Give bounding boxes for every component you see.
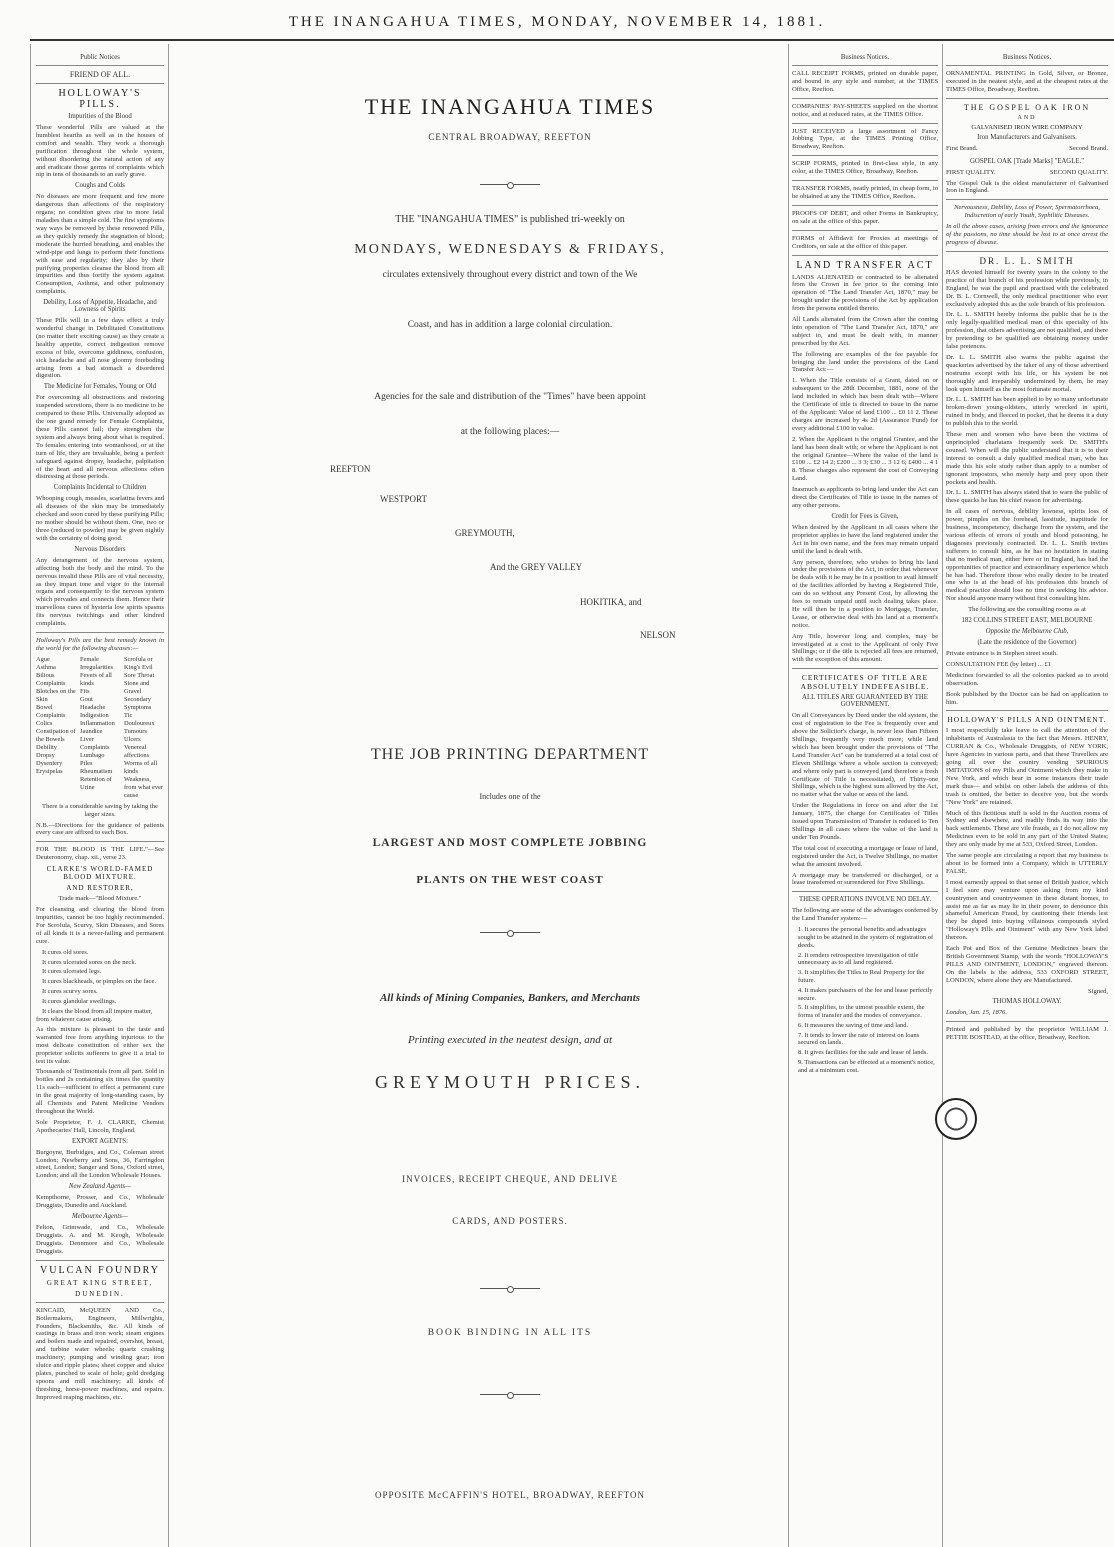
subhead: Impurities of the Blood — [68, 113, 132, 120]
disease-item: Asthma — [36, 663, 56, 671]
published-line: THE "INANGAHUA TIMES" is published tri-weekly on — [395, 214, 625, 225]
divider — [946, 98, 1108, 99]
brand-label: First Brand. — [946, 144, 978, 152]
divider — [792, 155, 938, 156]
notice: TRANSFER FORMS, neatly printed, in cheap form, to be obtained at any the TIMES Office, Reefton. — [792, 185, 938, 200]
advantage-item: 1. It secures the personal benefits and advantages sought to be attained in the system of registration of deeds. — [798, 926, 934, 949]
paragraph: Private entrance is in Stephen street south. — [946, 650, 1058, 658]
subhead: New Zealand Agents— — [68, 1183, 132, 1191]
paragraph: Any person, therefore, who wishes to bring his land under the provisions of the Act, in order that whenever he deals with it he may be in a position to avail himself of the facilities afforded by having a Registered Title, can do so without any Present Cost, by allowing the fees to remain unpaid until such dealing takes place. He will then be in a position to Mortgage, Transfer, Lease, or otherwise deal with his land at a moment's notice. — [792, 558, 938, 629]
paragraph: Inasmuch as applicants to bring land under the Act can direct the Certificates of Title to issue in the names of any other persons. — [792, 486, 938, 509]
subhead: THESE OPERATIONS INVOLVE NO DELAY. — [798, 896, 932, 904]
job-dept-line: Includes one of the — [479, 792, 541, 801]
paragraph: HAS devoted himself for twenty years in the colony to the practice of that branch of his profession while previously, in England, he was the pupil and practised with the celebrated Dr. B. L. Cornwell, the only medical practitioner who ever exclusively adopted this as the sole branch of his profession. — [946, 268, 1108, 308]
paragraph: The following are examples of the fee payable for bringing the land under the provisions of the Land Transfer Act:— — [792, 350, 938, 374]
blood-title: FOR THE BLOOD IS THE LIFE."—See Deuteronomy, chap. xii., verse 23. — [36, 846, 164, 862]
cure-item: It cures ulcerated sores on the neck. — [42, 958, 137, 966]
signer: THOMAS HOLLOWAY. — [992, 998, 1062, 1006]
subhead: The Medicine for Females, Young or Old — [43, 383, 157, 391]
agents: Burgoyne, Burbidges, and Co., Coleman street London; Newberry and Sons, 36, Farringdon street, London; Sanger and Sons, Oxford street, London; and all the London Wholesale Houses. — [36, 1148, 164, 1180]
divider — [792, 205, 938, 206]
section-label: Business Notices. — [840, 54, 890, 61]
masthead: THE INANGAHUA TIMES, MONDAY, NOVEMBER 14, 1881. — [288, 14, 826, 30]
cure-item: It cures glandular swellings. — [42, 998, 117, 1006]
divider — [792, 65, 938, 66]
invoices-line: INVOICES, RECEIPT CHEQUE, AND DELIVE — [402, 1174, 618, 1184]
column-rule — [788, 44, 789, 1547]
divider — [36, 632, 164, 633]
paragraph: I most respectfully take leave to call the attention of the inhabitants of Australasia to the fact that Messrs. HENRY, CURRAN & Co., Wholesale Druggists, of NEW YORK, have Agencies in various parts, and that these Travellers are going all over the country vending SPURIOUS IMITATIONS of my Pills and Ointment which they make in New York, and which bear in some instances their trade mark thus— and whilst on other labels the address of this trash is omitted, the better to deceive you, but the words "New York" are retained. — [946, 727, 1108, 806]
brand-label: Second Brand. — [1069, 144, 1108, 152]
disease-item: Jaundice — [80, 727, 103, 735]
business-column-2 — [946, 44, 1108, 1544]
agencies-line: at the following places:— — [460, 427, 560, 437]
paragraph: In all cases of nervous, debility lowness, spirits loss of power, pimples on the forehead, lassitude, inaptitude for business, incompetency, discharge from the system, and the various effects of errors of youth and blood poisoning, he diagnoses previously contracted. Dr. L. L. Smith invites sufferers to consult him, as he has no hesitation in stating that no medical man, either here or in England, has had the opportunities of practice and extraordinary experience which he has had. Therefore those who really desire to be treated one who is at the head of his profession this branch of medical practice should lose no time in seeking his advice. Nor should anyone marry without first consulting him. — [946, 508, 1108, 603]
advantage-item: 6. It measures the saving of time and land. — [798, 1021, 909, 1029]
disease-item: Stone and Gravel — [124, 679, 150, 695]
paragraph: The total cost of executing a mortgage or lease of land, registered under the Act, is Twelve Shillings, no matter what the amount involved. — [792, 844, 938, 868]
paragraph: Dr. L. L. SMITH hereby informs the public that he is the only legally-qualified medical man of this specialty of his profession, that others advertising are not qualified, and there by pretending to be qualified are obtaining money under false pretences. — [946, 311, 1108, 351]
agency-place: And the GREY VALLEY — [490, 562, 583, 572]
paragraph: These men and women who have been the victims of unprincipled charlatans frequently seek Dr. SMITH's counsel. When will the public understand that it is to their interest to consult a duly qualified medical man, who has made this his sole study rather than apply to a number of ignorant impostors, who merely harp and prey upon their pockets and health. — [946, 431, 1108, 486]
remedy-intro: Holloway's Pills are the best remedy known in the world for the following diseases:— — [36, 636, 164, 652]
agency-place: WESTPORT — [380, 494, 427, 504]
divider — [946, 1021, 1108, 1022]
disease-item: Blotches on the Skin — [36, 687, 76, 703]
disease-item: Ague — [36, 655, 50, 663]
nervousness-line: Nervousness, Debility, Loss of Power, Spermatorrhoea, Indiscretion of early Youth, Syphilitic Diseases. — [954, 204, 1100, 220]
divider — [946, 65, 1108, 66]
largest-line: LARGEST AND MOST COMPLETE JOBBING — [372, 837, 648, 849]
divider — [792, 891, 938, 892]
job-dept-title: THE JOB PRINTING DEPARTMENT — [370, 746, 650, 763]
notice: SCRIP FORMS, printed in first-class style, in any color, at the TIMES Office, Broadway, Reefton. — [792, 160, 938, 176]
doctor-late: (Late the residence of the Governor) — [977, 639, 1077, 647]
paragraph: 2. When the Applicant is the original Grantee, and the land has been dealt with; or where the Applicant is not the original Grantee—Where the value of the land is £100 ... £2 14 2; £200 ... 3 3; £30 ... 3 12 6; £400 ... 4 1 8. These charges also represent the cost of Conveying Land. — [792, 435, 938, 483]
subhead: Nervous Disorders — [74, 545, 126, 553]
subhead: Coughs and Colds — [75, 182, 125, 190]
paragraph: Book published by the Doctor can be had on application to him. — [946, 690, 1108, 706]
disease-item: Worms of all kinds — [124, 759, 158, 775]
paper-address: CENTRAL BROADWAY, REEFTON — [428, 132, 592, 142]
paragraph: KINCAID, McQUEEN AND Co., Boilermakers, Engineers, Millwrights, Founders, Blacksmiths, &c. All kinds of castings in brass and iron work; steam engines and boilers made and repaired, overshot, breast, and turbine water wheels; quartz crushing machinery; pumping and winding gear; iron sluice and ripple plates; sheet copper and sluice plates, punched to scale of hole; gold dredging spoons and mill machinery; all kinds of threshing, horse-power machines, and repairs. Improved reaping machines, etc. — [36, 1306, 164, 1401]
paragraph: These wonderful Pills are valued at the humblest hearths as well as in the houses of comfort and wealth. They work a thorough purification throughout the whole system, without disordering the natural action of any and eradicate those germs of complaints which nip in tens of thousands to an early grave. — [36, 124, 164, 179]
divider — [36, 83, 164, 84]
divider — [946, 710, 1108, 711]
disease-item: Lumbago — [80, 751, 105, 759]
vulcan-title: VULCAN FOUNDRY — [40, 1264, 160, 1276]
rooms-line: The following are the consulting rooms as at — [968, 606, 1086, 614]
divider — [946, 251, 1108, 252]
divider — [36, 65, 164, 66]
paragraph: Dr. L. L. SMITH has always stated that to warn the public of these quacks he has his chief reason for advertising. — [946, 489, 1108, 505]
vulcan-city: DUNEDIN. — [75, 1289, 125, 1298]
vulcan-address: GREAT KING STREET, — [46, 1278, 154, 1287]
column-rule — [168, 44, 169, 1547]
quality-row — [946, 169, 1108, 180]
disease-item: Headache — [80, 703, 106, 711]
center-column — [290, 44, 730, 1544]
ornament-divider — [480, 184, 540, 185]
doctor-opposite: Opposite the Melbourne Club, — [985, 628, 1069, 636]
disease-item: Gout — [80, 695, 93, 703]
advantage-item: 7. It tends to lower the rate of interest on loans secured on lands. — [798, 1031, 920, 1047]
clarke-title: CLARKE'S WORLD-FAMED BLOOD MIXTURE. — [46, 865, 154, 882]
binding-line: BOOK BINDING IN ALL ITS — [427, 1328, 593, 1338]
paragraph: Medicines forwarded to all the colonies packed as to avoid observation. — [946, 671, 1108, 687]
agency-place: HOKITIKA, and — [580, 597, 642, 607]
restorer-title: AND RESTORER, — [66, 884, 134, 893]
notice: JUST RECEIVED a large assortment of Fancy Jobbing Type, at the TIMES Printing Office, Broadway, Reefton. — [792, 127, 938, 151]
masthead-rule — [30, 39, 1114, 41]
notice: PROOFS OF DEBT, and other Forms in Bankruptcy, on sale at the office of this paper. — [792, 209, 938, 225]
disease-item: Female Irregularities — [80, 655, 114, 671]
advantage-item: 5. It simplifies, to the utmost possible extent, the forms of transfer and the modes of conveyance. — [798, 1004, 925, 1020]
disease-item: Venereal affections — [124, 743, 150, 759]
subhead: Iron Manufacturers and Galvanisers. — [977, 133, 1077, 141]
divider — [792, 180, 938, 181]
advantage-item: 9. Transactions can be effected at a moment's notice, and at a minimum cost. — [798, 1059, 935, 1074]
notice: The Gospel Oak is the oldest manufacturer of Galvanised Iron in England. — [946, 179, 1108, 195]
agencies-line: Agencies for the sale and distribution of the "Times" have been appoint — [374, 392, 646, 402]
trade-mark-seal — [935, 1098, 977, 1140]
paragraph: Any Title, however long and complex, may be investigated at a cost to the Applicant of only Five Shillings; or if the title is rejected all fees are returned, with the exception of this amount. — [792, 632, 938, 664]
advantage-item: 4. It makes purchasers of the fee and lease perfectly secure. — [798, 986, 933, 1002]
ornament-divider — [480, 1394, 540, 1395]
saving-note: There is a considerable saving by taking the larger sizes. — [42, 802, 158, 818]
column-rule — [30, 44, 31, 1547]
quality-label: FIRST QUALITY. — [946, 168, 996, 176]
ornament-divider — [480, 1288, 540, 1289]
agency-place: GREYMOUTH, — [455, 528, 515, 538]
paragraph: I most earnestly appeal to that sense of British justice, which I feel sure may venture upon asking from my kind countrymen and countrywomen in these distant homes, to assist me as far as may lie in their power, to denounce this shameful American Fraud, by cautioning their friends lest they be duped into buying villainous compounds styled "Holloway's Pills and Ointment" with any New York label thereon. — [946, 878, 1108, 942]
galvanised-title: GALVANISED IRON WIRE COMPANY — [971, 123, 1083, 131]
trade-marks: GOSPEL OAK [Trade Marks] "EAGLE." — [970, 157, 1084, 165]
paragraph: Whooping cough, measles, scarlatina fevers and all diseases of the skin may be immediately checked and soon cured by these purifying Pills; no mother should be without them. One, two or three (reduced to powder) may be given nightly with the certainty of doing good. — [36, 495, 164, 542]
cure-item: It clears the blood from all impure matter, from whatever cause arising. — [36, 1008, 153, 1023]
opposite-line: OPPOSITE McCAFFIN'S HOTEL, BROADWAY, REEFTON — [375, 1490, 645, 1500]
subhead: EXPORT AGENTS: — [72, 1137, 128, 1145]
agents: Felton, Grimwade, and Co., Wholesale Druggists. A. and M. Keogh, Wholesale Druggists. Dennmore and Co., Wholesale Druggists. — [36, 1224, 164, 1255]
disease-item: Liver Complaints — [80, 735, 110, 751]
quality-label: SECOND QUALITY. — [1049, 168, 1108, 176]
paragraph: These Pills will in a few days effect a truly wonderful change in Debilitated Constitutions (no matter their exciting cause) as they create a healthy appetite, correct indigestion remove excess of bile, overcome giddiness, confusion, sick headache and all nose gloomy foreboding arising from a bad stomach a disordered digestion. — [36, 317, 164, 380]
brand-row — [946, 145, 1108, 156]
paragraph: For cleansing and clearing the blood from impurities, cannot be too highly recommended. For Scrofula, Scurvy, Skin Diseases, and Sores of all kinds it is a never-failing and permanent cure. — [36, 906, 164, 945]
disease-item: Erysipelas — [36, 767, 63, 775]
paragraph: 1. When the Title consists of a Grant, dated on or subsequent to the 28th December, 1881, none of the land included in which has been dealt with—Where the Certificate of title is directed to issue in the name of the Applicant: Value of land £100 ... £0 11 2. These charges are increased by 4s 2d (Assurance Fund) for every additional £100 in value. — [792, 377, 938, 432]
paper-title: THE INANGAHUA TIMES — [364, 94, 656, 119]
disease-item: Tic Douloureux — [124, 711, 155, 727]
plants-line: PLANTS ON THE WEST COAST — [416, 874, 604, 886]
left-column — [36, 44, 164, 1544]
section-label: Public Notices — [80, 54, 120, 61]
proprietor: Sole Proprietor, F. J. CLARKE, Chemist Apothecaries' Hall, Lincoln, England. — [36, 1118, 164, 1134]
divider — [36, 1302, 164, 1303]
holloway-title: HOLLOWAY'S PILLS. — [58, 88, 142, 110]
disease-item: Indigestion — [80, 711, 109, 719]
divider — [792, 230, 938, 231]
subhead: ALL TITLES ARE GUARANTEED BY THE GOVERNMENT. — [802, 694, 928, 709]
notice: ORNAMENTAL PRINTING in Gold, Silver, or Bronze, executed in the neatest style, and at the cheapest rates at the TIMES Office, Broadway, Reefton. — [946, 70, 1108, 93]
publication-days: MONDAYS, WEDNESDAYS & FRIDAYS, — [354, 242, 666, 257]
signed: Signed, — [1088, 987, 1108, 995]
disease-list — [36, 656, 164, 800]
certificates-title: CERTIFICATES OF TITLE ARE ABSOLUTELY INDEFEASIBLE. — [800, 673, 930, 692]
paragraph: The same people are circulating a report that my business is about to be formed into a Company, which is UTTERLY FALSE. — [946, 852, 1108, 875]
disease-item: Constipation of the Bowels — [36, 727, 76, 743]
divider — [946, 199, 1108, 200]
paragraph: Any derangement of the nervous system, affecting both the body and the mind. To the nervous invalid these Pills are of vital necessity, as they impart tone and vigor to the internal organs and consequently to the nervous system which pervades and connects them. Hence their marvellous cures of hysteria low spirits spasms fits nervous twitchings and other kindred complaints. — [36, 556, 164, 628]
business-column-1 — [792, 44, 938, 1544]
land-transfer-title: LAND TRANSFER ACT — [796, 259, 934, 271]
disease-item: Scrofula or King's Evil — [124, 655, 153, 671]
paragraph: A mortgage may be transferred or discharged, or a lease transferred or surrendered for Five Shillings. — [792, 871, 938, 887]
notice: FORMS of Affidavit for Proxies at meetings of Creditors, on sale at the office of this paper. — [792, 234, 938, 250]
advantage-item: 8. It gives facilities for the sale and lease of lands. — [798, 1049, 928, 1057]
disease-item: Sore Throat — [124, 671, 155, 679]
divider — [36, 841, 164, 842]
notice: COMPANIES' PAY-SHEETS supplied on the shortest notice, and at reduced rates, at the TIMES Office. — [792, 102, 938, 118]
disease-item: Weakness, from what ever cause — [124, 775, 164, 799]
paragraph: Thousands of Testimonials from all part. Sold in bottles and 2s containing six times the quantity 11s each—sufficient to effect a permanent cure in the great majority of long-standing cases, by all Chemists and Patent Medicine Vendors throughout the World. — [36, 1068, 164, 1115]
paragraph: Dr. L. L. SMITH has been applied to by so many unfortunate broken-down young-oldsters, utterly wrecked in spirit, ruined in body, and fleeced in pocket, that he deems it a duty to publish this to the world. — [946, 396, 1108, 428]
caution-title: HOLLOWAY'S PILLS AND OINTMENT. — [947, 715, 1107, 725]
cure-item: It cures scurvy sores. — [42, 988, 98, 996]
notice: CALL RECEIPT FORMS, printed on durable paper, and bound in any style and number, at the TIMES Office, Reefton. — [792, 70, 938, 93]
agency-place: NELSON — [640, 630, 676, 640]
subhead: Credit for Fees is Given, — [831, 512, 899, 520]
disease-item: Retention of Urine — [80, 775, 112, 791]
disease-item: Colics — [36, 719, 53, 727]
disease-item: Dropsy — [36, 751, 55, 759]
paragraph: In all the above cases, arising from errors and the ignorance of the passions, no time should be lost to at once arrest the progress of disease. — [946, 223, 1108, 246]
paragraph: When desired by the Applicant in all cases where the proprietor applies to have the land registered under the Act in his own name, and the fees may remain unpaid until the land is dealt with. — [792, 523, 938, 555]
divider — [792, 98, 938, 99]
disease-item: Piles — [80, 759, 93, 767]
disease-item: Tumours — [124, 727, 147, 735]
paragraph: Each Pot and Box of the Genuine Medicines bears the British Government Stamp, with the words "HOLLOWAY'S PILLS AND OINTMENT, LONDON," engraved thereon. On the labels is the address, 533 OXFORD STREET, LONDON, where alone they are Manufactured. — [946, 945, 1108, 984]
paragraph: On all Conveyances by Deed under the old system, the cost of registration to the Fee is frequently over and above the Solicitor's charge, is never less than Fifteen Shillings, frequently very much more; while land which has been brought under the provisions of "The Land Transfer Act" can be transferred at a total cost of Eleven Shillings where a whole section is conveyed; and where only part is conveyed (and therefore a fresh Certificate of Title is necessitated), of Thirty-one Shillings, which is the highest sum allowed by the Act, no matter what the value or area of the land. — [792, 712, 938, 799]
disease-column — [80, 656, 120, 800]
circulation-line: Coast, and has in addition a large colonial circulation. — [407, 320, 613, 330]
divider — [792, 255, 938, 256]
paragraph: As this mixture is pleasant to the taste and warranted free from anything injurious to the most delicate constitution of either sex the proprietor solicits sufferers to give it a trial to test its value. — [36, 1025, 164, 1065]
cards-line: CARDS, AND POSTERS. — [452, 1216, 568, 1226]
section-label: Business Notices. — [1002, 54, 1052, 61]
disease-column — [124, 656, 164, 800]
doctor-address: 182 COLLINS STREET EAST, MELBOURNE — [961, 617, 1093, 625]
trademark: Trade mark—"Blood Mixture." — [58, 895, 142, 903]
subhead: Complaints Incidental to Children — [53, 484, 147, 492]
mining-line: All kinds of Mining Companies, Bankers, and Merchants — [379, 992, 641, 1004]
disease-item: Bowel Complaints — [36, 703, 66, 719]
advantage-item: 3. It simplifies the Titles to Real Property for the future. — [798, 969, 925, 984]
agency-place: REEFTON — [330, 464, 371, 474]
disease-item: Secondary Symptoms — [124, 695, 152, 711]
prices-line: GREYMOUTH PRICES. — [374, 1072, 646, 1092]
doctor-title: DR. L. L. SMITH — [979, 255, 1075, 266]
printing-line: Printing executed in the neatest design, and at — [407, 1034, 613, 1046]
cure-item: It cures ulcerated legs. — [42, 968, 102, 976]
disease-item: Dysentery — [36, 759, 63, 767]
circulation-line: circulates extensively throughout every district and town of the We — [382, 270, 638, 280]
disease-item: Bilious Complaints — [36, 671, 66, 687]
date: London, Jan. 15, 1876. — [946, 1009, 1007, 1017]
subhead: Melbourne Agents— — [72, 1213, 128, 1221]
disease-item: Fits — [80, 687, 90, 695]
paragraph: The following are some of the advantages conferred by the Land Transfer system:— — [792, 907, 938, 923]
cure-item: It cures old sores. — [42, 948, 89, 956]
disease-item: Inflammation — [80, 719, 115, 727]
disease-column — [36, 656, 76, 800]
friend-heading: FRIEND OF ALL. — [69, 70, 131, 79]
agents: Kempthorne, Prosser, and Co., Wholesale Druggists, Dunedin and Auckland. — [36, 1194, 164, 1210]
paragraph: LANDS ALIENATED or contracted to be alienated from the Crown in fee prior to the coming into operation of "The Land Transfer Act, 1870," may be brought under the provisions of the Act by application from the persons entitled thereto. — [792, 273, 938, 313]
divider — [36, 1260, 164, 1261]
paragraph: All Lands alienated from the Crown after the coming into operation of "The Land Transfer Act, 1870," are subject to, and must be dealt with, in manner prescribed by the Act. — [792, 316, 938, 347]
ornament-divider — [480, 932, 540, 933]
paragraph: No diseases are more frequent and few more dangerous than affections of the respiratory organs; no condition gives rise to more fatal maladies than a simple cold. The first symptoms way ways be removed by these renowned Pills, as they quickly remedy the stagnation of blood; moderate the hurried breathing, and enables the wind-pipe and lungs to perform their functions with ease and regularity; they also by their purifying properties cleanse the blood from all impurities and thus fortify the system against Consumption, Asthma, and other pulmonary complaints. — [36, 193, 164, 296]
disease-item: Debility — [36, 743, 57, 751]
subhead: Debility, Loss of Appetite, Headache, and Lowness of Spirits — [43, 299, 157, 314]
advantage-item: 2. It renders retrospective investigation of title unnecessary as to all land registered. — [798, 951, 919, 967]
cure-item: It cures blackheads, or pimples on the face. — [42, 978, 157, 986]
disease-item: Rheumatism — [80, 767, 113, 775]
paragraph: For overcoming all obstructions and restoring suspended secretions, there is no medicine to be compared to these Pills. Universally adopted as the one grand remedy for Female Complaints, these Pills cannot fail; they strengthen the system and always bring about what is required. To females entering into womanhood, or at the turn of life, they are invaluable, being a perfect safeguard against dropsy, headache, palpitation of the heart and all nervous affections often distressing at those periods. — [36, 394, 164, 481]
paragraph: Dr. L. L. SMITH also warns the public against the quackeries advertised by the taker of any of those advertised nostrums except with his life, or his system be not thoroughly and irreparably undermined by them, he may look upon himself as the most fortunate mortal. — [946, 353, 1108, 393]
disease-item: Ulcers — [124, 735, 141, 743]
gospel-title: THE GOSPEL OAK IRON — [963, 102, 1091, 112]
directions-note: N.B.—Directions for the guidance of patients every case are affixed to each Box. — [36, 821, 164, 837]
divider — [792, 668, 938, 669]
column-rule — [942, 44, 943, 1547]
gospel-and: AND — [1017, 114, 1037, 121]
paragraph: Much of this fictitious stuff is sold in the Auction rooms of Sydney and elsewhere, and readily finds its way into the back settlements. These are vile frauds, as I do not allow my Medicines even to be sold in any part of the United States; they are only made by me at 533, Oxford Street, London. — [946, 809, 1108, 849]
disease-item: Fevers of all kinds — [80, 671, 112, 687]
imprint: Printed and published by the proprietor WILLIAM J. PETTIE BOSTEAD, at the office, Broadway, Reefton. — [946, 1026, 1108, 1042]
paragraph: Under the Regulations in force on and after the 1st January, 1875, the charge for Certificates of Titles issued upon Transmission of Transfer is reduced to Ten Shillings in all cases where the value of the land is under Ten Pounds. — [792, 802, 938, 841]
divider — [792, 123, 938, 124]
consult-fee: CONSULTATION FEE (by letter) ... £1 — [946, 660, 1052, 668]
